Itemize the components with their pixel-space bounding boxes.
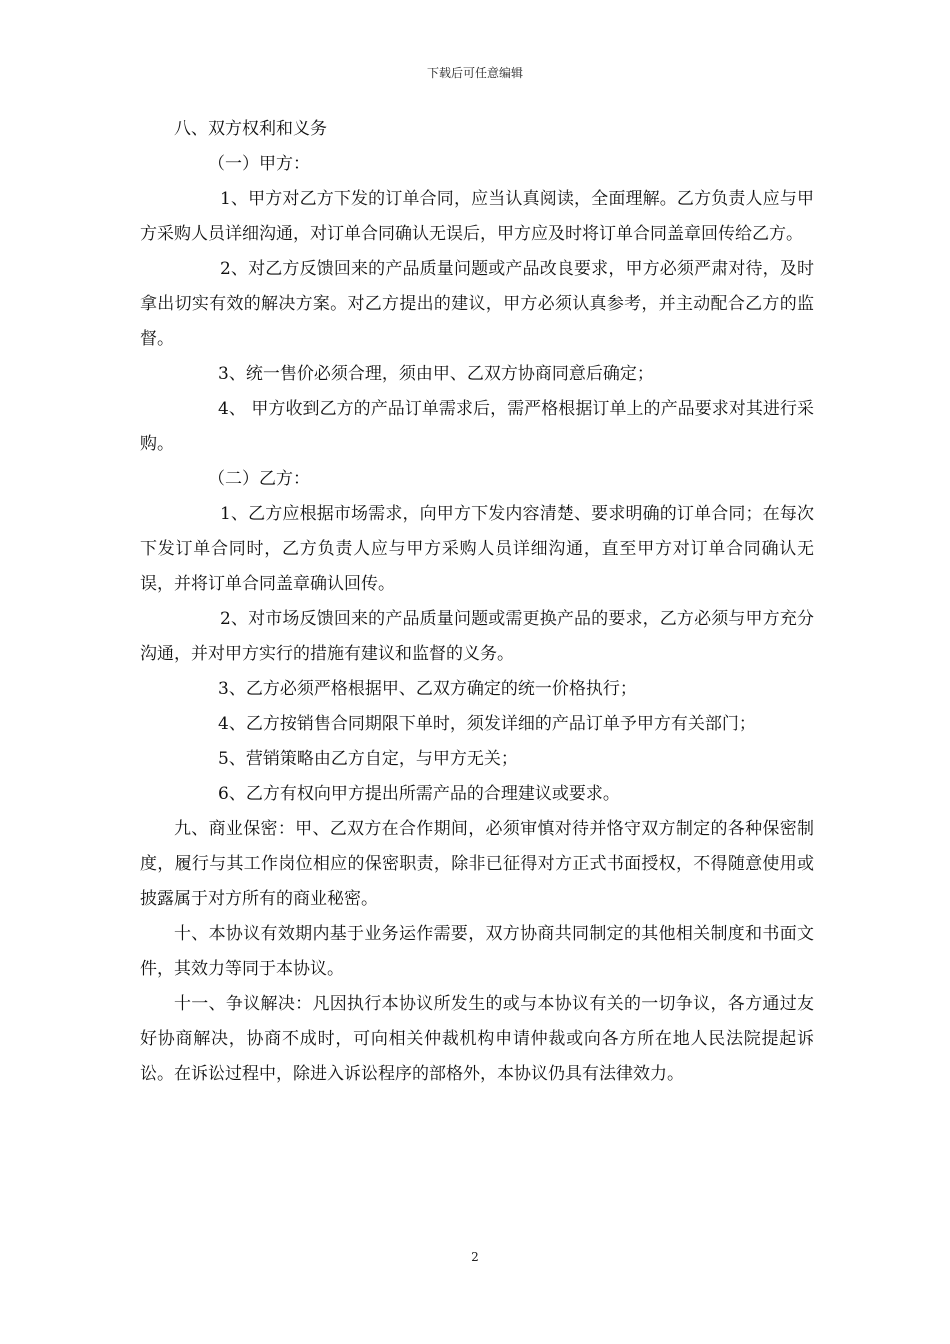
document-body [140, 112, 814, 1092]
section-11-paragraph: 十一、争议解决：凡因执行本协议所发生的或与本协议有关的一切争议，各方通过友好协商解决，协商不成时，可向相关仲裁机构申请仲裁或向各方所在地人民法院提起诉讼。在诉讼过程中，除进入诉讼程序的部格外，本协议仍具有法律效力。 [140, 994, 814, 1084]
party-b-item-5: 5、营销策略由乙方自定，与甲方无关； [218, 749, 518, 769]
party-a-item-1: 1、甲方对乙方下发的订单合同，应当认真阅读，全面理解。乙方负责人应与甲方采购人员详细沟通，对订单合同确认无误后，甲方应及时将订单合同盖章回传给乙方。 [140, 189, 814, 244]
party-a-item-2: 2、对乙方反馈回来的产品质量问题或产品改良要求，甲方必须严肃对待，及时拿出切实有效的解决方案。对乙方提出的建议，甲方必须认真参考，并主动配合乙方的监督。 [140, 259, 814, 349]
section-9-paragraph: 九、商业保密：甲、乙双方在合作期间，必须审慎对待并恪守双方制定的各种保密制度，履行与其工作岗位相应的保密职责，除非已征得对方正式书面授权，不得随意使用或披露属于对方所有的商业秘密。 [140, 819, 814, 909]
party-b-item-4: 4、乙方按销售合同期限下单时，须发详细的产品订单予甲方有关部门； [218, 714, 756, 734]
party-b-item-3: 3、乙方必须严格根据甲、乙双方确定的统一价格执行； [218, 679, 637, 699]
party-b-label: （二）乙方： [208, 469, 310, 489]
page-header: 下载后可任意编辑 [426, 66, 523, 80]
party-a-item-3: 3、统一售价必须合理，须由甲、乙双方协商同意后确定； [218, 364, 654, 384]
party-b-item-6: 6、乙方有权向甲方提出所需产品的合理建议或要求。 [218, 784, 620, 804]
page-number: 2 [471, 1250, 479, 1264]
section-8-title: 八、双方权利和义务 [174, 119, 327, 139]
party-b-item-2: 2、对市场反馈回来的产品质量问题或需更换产品的要求，乙方必须与甲方充分沟通，并对甲方实行的措施有建议和监督的义务。 [140, 609, 814, 664]
party-a-label: （一）甲方： [208, 154, 310, 174]
party-a-item-4: 4、 甲方收到乙方的产品订单需求后，需严格根据订单上的产品要求对其进行采购。 [140, 399, 814, 454]
section-10-paragraph: 十、本协议有效期内基于业务运作需要，双方协商共同制定的其他相关制度和书面文件，其效力等同于本协议。 [140, 924, 814, 979]
party-b-item-1: 1、乙方应根据市场需求，向甲方下发内容清楚、要求明确的订单合同；在每次下发订单合同时，乙方负责人应与甲方采购人员详细沟通，直至甲方对订单合同确认无误，并将订单合同盖章确认回传。 [140, 504, 814, 594]
